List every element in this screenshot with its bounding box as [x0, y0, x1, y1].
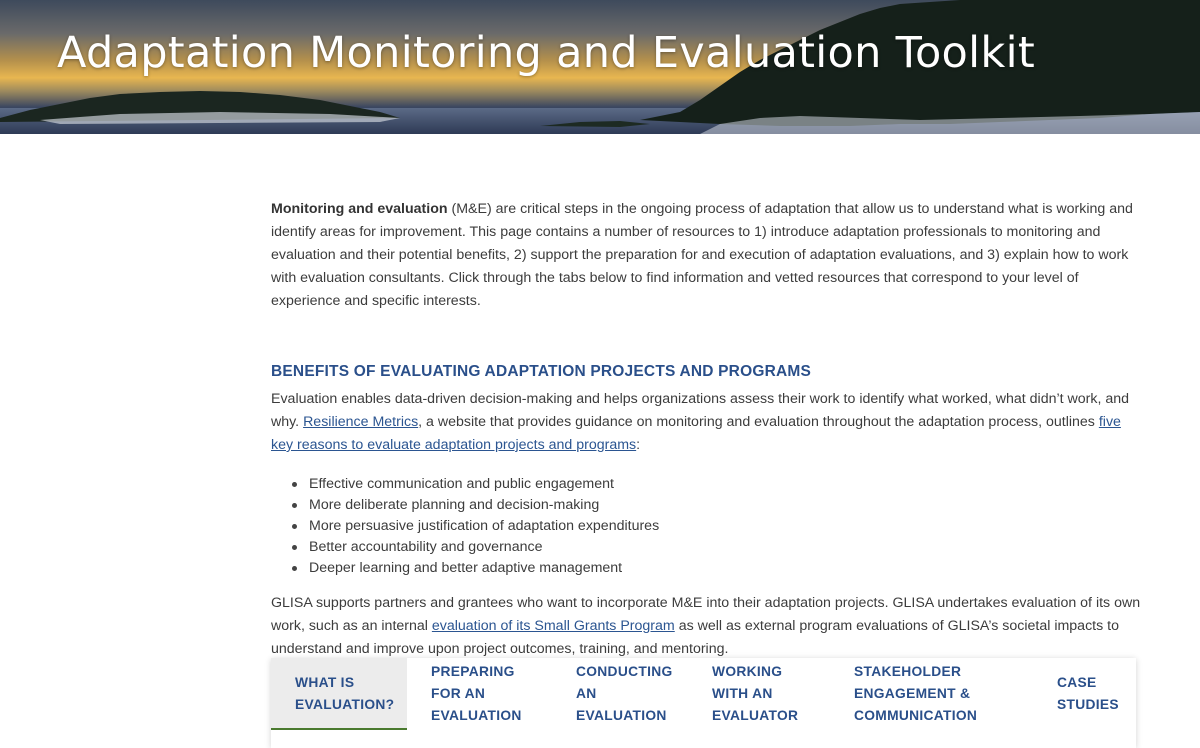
- intro-text: (M&E) are critical steps in the ongoing process of adaptation that allow us to understand what is working and identify areas for improvement. This page contains a number of resources to 1) introduce adaptation professionals to monitoring and evaluation and their potential benefits, 2) support the preparation for and execution of adaptation evaluations, and 3) explain how to work with evaluation consultants. Click through the tabs below to find information and vetted resources that correspond to your level of experience and specific interests.: [271, 201, 1133, 309]
- list-item: Better accountability and governance: [289, 537, 1141, 558]
- tab-label-line: WHAT IS: [295, 675, 355, 690]
- benefits-paragraph: [271, 388, 1141, 457]
- tab-what-is-evaluation[interactable]: [271, 658, 407, 730]
- benefits-list: [289, 474, 1141, 579]
- tab-label-line: PREPARING: [431, 664, 515, 679]
- page-title: Adaptation Monitoring and Evaluation Toolkit: [57, 28, 1036, 78]
- tab-label-line: STAKEHOLDER: [854, 664, 962, 679]
- tab-label-line: STUDIES: [1057, 697, 1119, 712]
- resilience-metrics-link[interactable]: Resilience Metrics: [303, 414, 419, 430]
- five-key-reasons-link[interactable]: five key reasons to evaluate adaptation projects and programs: [271, 414, 1121, 453]
- small-grants-evaluation-link[interactable]: evaluation of its Small Grants Program: [431, 618, 675, 634]
- tab-label-line: EVALUATION: [431, 708, 522, 723]
- glisa-paragraph: [271, 592, 1141, 661]
- tab-label-line: CASE: [1057, 675, 1097, 690]
- intro-paragraph: [271, 198, 1141, 313]
- tab-label-line: AN: [576, 686, 597, 701]
- list-item: More deliberate planning and decision-making: [289, 495, 1141, 516]
- hero-banner: [0, 0, 1200, 134]
- benefits-heading: BENEFITS OF EVALUATING ADAPTATION PROJECTS AND PROGRAMS: [271, 363, 812, 380]
- list-item: Effective communication and public engagement: [289, 474, 1141, 495]
- glisa-text-end: as well as external program evaluations of GLISA’s societal impacts to understand and improve upon project outcomes, training, and mentoring.: [271, 618, 1119, 657]
- tab-preparing-for-an-evaluation[interactable]: [431, 658, 561, 730]
- tab-label-line: COMMUNICATION: [854, 708, 978, 723]
- benefits-text-end: :: [636, 437, 641, 453]
- tab-label-line: WORKING: [712, 664, 783, 679]
- tab-label-line: FOR AN: [431, 686, 486, 701]
- evaluation-tabs: [271, 658, 1136, 748]
- tab-label-line: CONDUCTING: [576, 664, 673, 679]
- main-content: [271, 198, 1141, 661]
- benefits-text-start: Evaluation enables data-driven decision-making and helps organizations assess their work to identify what worked, what didn’t work, and why.: [271, 391, 1130, 430]
- tab-label-line: EVALUATION?: [295, 697, 395, 712]
- tab-label-line: EVALUATION: [576, 708, 667, 723]
- list-item: Deeper learning and better adaptive management: [289, 558, 1141, 579]
- tab-label-line: EVALUATOR: [712, 708, 799, 723]
- tab-label-line: WITH AN: [712, 686, 773, 701]
- tab-label-line: ENGAGEMENT &: [854, 686, 971, 701]
- benefits-text-mid: , a website that provides guidance on monitoring and evaluation throughout the adaptation process, outlines: [418, 414, 1099, 430]
- intro-bold-term: Monitoring and evaluation: [271, 201, 448, 217]
- tab-case-studies[interactable]: [1057, 658, 1127, 730]
- tab-stakeholder-engagement-communication[interactable]: [854, 658, 1004, 730]
- list-item: More persuasive justification of adaptation expenditures: [289, 516, 1141, 537]
- tab-working-with-an-evaluator[interactable]: [712, 658, 832, 730]
- glisa-text-start: GLISA supports partners and grantees who want to incorporate M&E into their adaptation projects. GLISA undertakes evaluation of its own work, such as an internal: [271, 595, 1141, 634]
- tab-conducting-an-evaluation[interactable]: [576, 658, 696, 730]
